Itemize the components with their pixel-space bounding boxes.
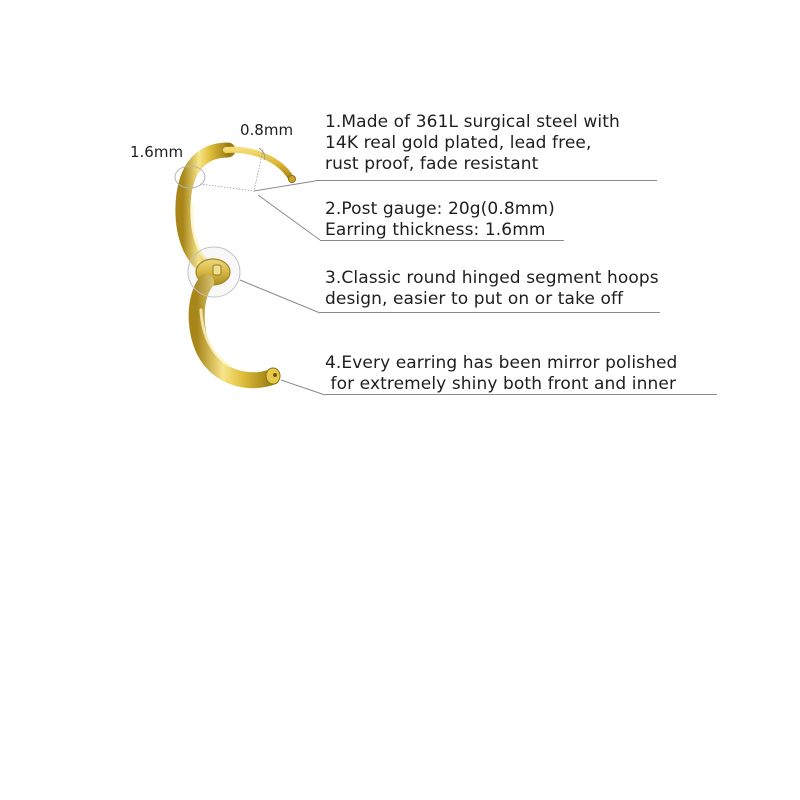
hoop-post xyxy=(226,150,291,178)
feature-3-underline xyxy=(320,312,660,313)
feature-2-underline xyxy=(320,240,564,241)
feature-1-material xyxy=(325,112,620,175)
feature-3-line-1: 3.Classic round hinged segment hoops xyxy=(325,268,659,288)
feature-1-underline xyxy=(315,180,657,181)
feature-2-line-2: Earring thickness: 1.6mm xyxy=(325,220,546,240)
feature-4-polish xyxy=(325,353,677,395)
feature-3-line-2: design, easier to put on or take off xyxy=(325,289,624,309)
post-tip xyxy=(289,176,296,183)
feature-3-design xyxy=(325,268,659,310)
feature-1-line-2: 14K real gold plated, lead free, xyxy=(325,133,592,153)
feature-4-line-2: for extremely shiny both front and inner xyxy=(325,374,677,394)
leader-line-2 xyxy=(258,195,320,240)
thickness-dimension-label: 1.6mm xyxy=(130,143,184,161)
feature-2-gauge xyxy=(325,199,555,241)
leader-line-3 xyxy=(240,280,320,313)
feature-1-line-1: 1.Made of 361L surgical steel with xyxy=(325,112,620,132)
feature-4-line-1: 4.Every earring has been mirror polished xyxy=(325,353,678,373)
feature-2-line-1: 2.Post gauge: 20g(0.8mm) xyxy=(325,199,555,219)
hoop-end xyxy=(266,368,280,384)
feature-1-line-3: rust proof, fade resistant xyxy=(325,154,539,174)
hinge-callout-circle xyxy=(188,247,240,297)
gauge-dimension-label: 0.8mm xyxy=(240,121,294,139)
feature-4-underline xyxy=(325,394,717,395)
leader-line-1 xyxy=(254,181,315,191)
leader-line-4 xyxy=(281,380,325,395)
